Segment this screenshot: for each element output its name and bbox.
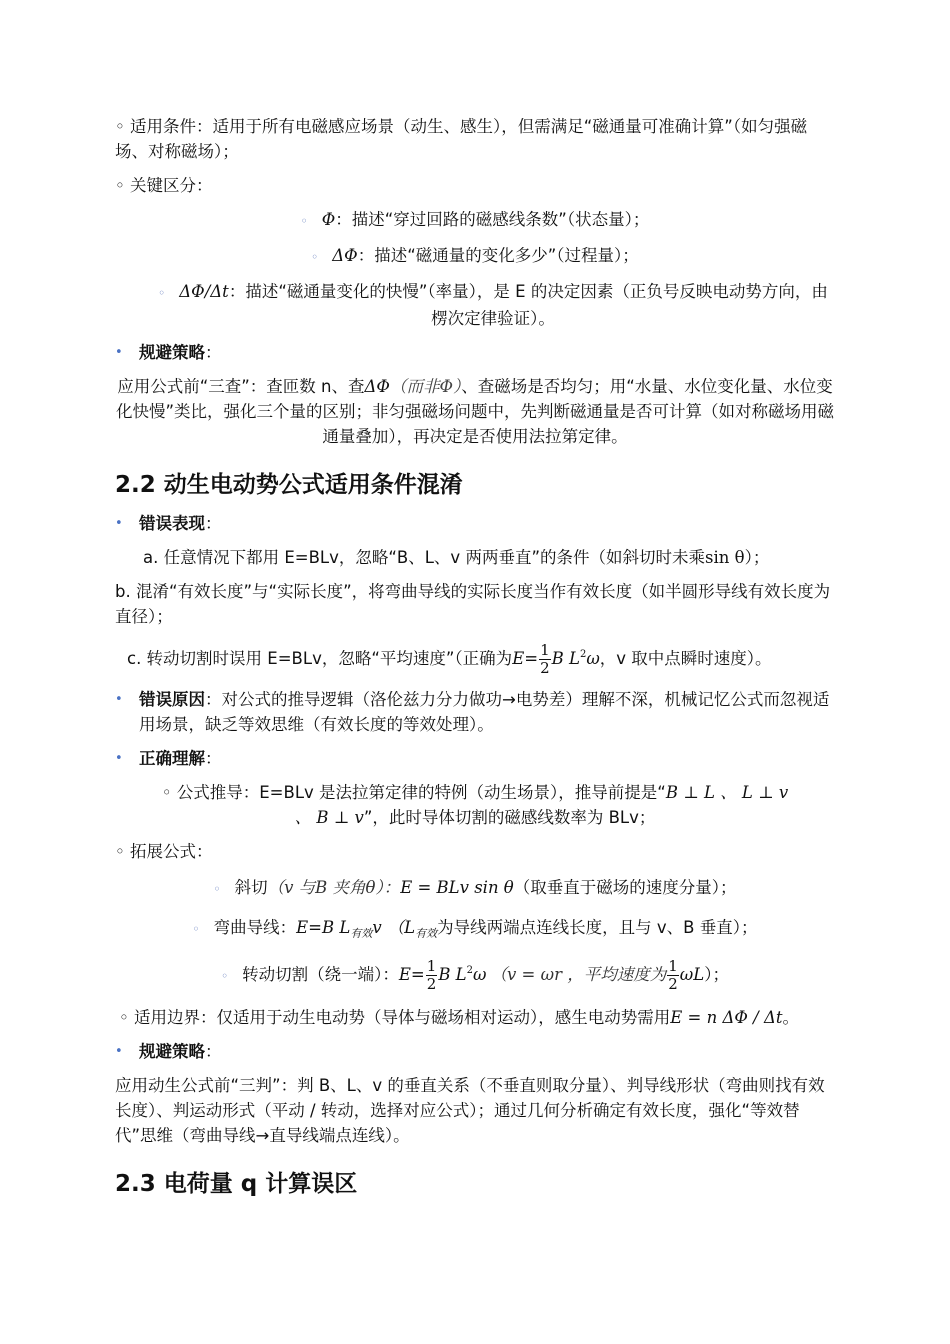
- extension-label: ◦ 拓展公式：: [115, 842, 213, 861]
- sin-theta: sin θ: [705, 548, 745, 567]
- bend-end: 为导线两端点连线长度，且与 v、B 垂直）；: [437, 918, 758, 937]
- cause-text: ：对公式的推导逻辑（洛伦兹力分力做功→电势差）理解不深，机械记忆公式而忽视适用场景，缺乏等效思维（有效长度的等效处理）。: [139, 690, 830, 734]
- rate-symbol: ΔΦ/Δt: [179, 282, 229, 301]
- error-item-c: [115, 642, 835, 677]
- colon: ：: [205, 749, 222, 768]
- frac-num: 1: [668, 957, 678, 975]
- error-c-end: ，v 取中点瞬时速度）。: [599, 649, 772, 668]
- error-cause: [115, 687, 835, 737]
- derivation-text-b: ”，此时导体切割的磁感线数率为 BLv；: [363, 808, 656, 827]
- avoid-strategy-2-label: [115, 1039, 835, 1064]
- avoid-text-b: 、查磁场是否均匀；用“水量、水位变化量、水位变化快慢”类比，强化三个量的区别；非匀强磁场问题中，先判断磁通量是否可计算（如对称磁场用磁通量叠加），再决定是否使用法拉第定律。: [115, 377, 835, 446]
- avoid-strategy-1-label: [115, 340, 835, 365]
- derivation-text-a: ◦ 公式推导：E=BLv 是法拉第定律的特例（动生场景），推导前提是“: [161, 783, 666, 802]
- applicable-boundary: [115, 1005, 835, 1030]
- applicable-condition: [115, 114, 835, 164]
- bend-v: v: [372, 918, 382, 937]
- bullet-dot: •: [115, 1044, 123, 1059]
- slant-cut-item: [115, 875, 835, 902]
- ring-bullet: ◦: [158, 286, 166, 300]
- bullet-dot: •: [115, 516, 123, 531]
- bend-sub2: 有效: [415, 927, 438, 940]
- error-a-end: ）；: [744, 548, 770, 567]
- bent-wire-item: [115, 915, 835, 946]
- rate-text: ：描述“磁通量变化的快慢”（率量），是 E 的决定因素（正负号反映电动势方向，由楞次定律验证）。: [228, 282, 828, 328]
- avoid-label: 规避策略: [139, 1042, 205, 1061]
- phi-text: ：描述“穿过回路的磁感线条数”（状态量）；: [335, 210, 650, 229]
- ring-bullet: ◦: [192, 922, 200, 936]
- condition-label: ◦ 适用条件: [115, 117, 196, 136]
- error-a-text: a. 任意情况下都用 E=BLv，忽略“B、L、v 两两垂直”的条件（如斜切时未乘: [143, 548, 705, 567]
- delta-phi-item: [115, 243, 835, 270]
- ring-bullet: ◦: [311, 250, 319, 264]
- bend-paren: （L: [387, 918, 416, 937]
- phi-symbol: Φ: [321, 210, 336, 229]
- rotation-eq: E=: [398, 965, 425, 984]
- ring-bullet: ◦: [213, 882, 221, 896]
- c-square: 2: [579, 649, 587, 660]
- ring-bullet: ◦: [221, 969, 229, 983]
- rotation-bl: B L: [438, 965, 467, 984]
- colon: ：: [205, 1042, 222, 1061]
- fraction-half: [426, 958, 438, 993]
- bend-eq: E=B L: [296, 918, 351, 937]
- derivation-item: [115, 780, 835, 830]
- error-manifestation-label: [115, 511, 835, 536]
- section-2-2-title: 2.2 动生电动势公式适用条件混淆: [115, 472, 463, 498]
- fraction-half: [667, 958, 679, 993]
- delta-phi-symbol: ΔΦ: [332, 246, 358, 265]
- right-label: 正确理解: [139, 749, 205, 768]
- c-bl: B L: [551, 649, 580, 668]
- bullet-dot: •: [115, 692, 123, 707]
- avoid-label: 规避策略: [139, 343, 205, 362]
- cause-label: 错误原因: [139, 690, 205, 709]
- avoid-not-phi: （而非Φ）: [389, 377, 462, 396]
- document-page: [115, 112, 835, 1200]
- boundary-end: 。: [782, 1008, 800, 1027]
- colon: ：: [205, 343, 222, 362]
- section-2-3-title: 2.3 电荷量 q 计算误区: [115, 1171, 358, 1197]
- slant-paren: （v 与B 夹角θ）：: [267, 878, 401, 897]
- perpendicular-conditions: B ⊥ L 、 L ⊥ v 、 B ⊥ v: [294, 783, 789, 827]
- rotation-paren: （v = ωr ，平均速度为: [490, 965, 667, 984]
- rotation-omega: ω: [473, 965, 487, 984]
- error-label: 错误表现: [139, 514, 205, 533]
- key-distinction-label: ◦ 关键区分：: [115, 176, 213, 195]
- colon: ：: [205, 514, 222, 533]
- slant-equation: E = BLv sin θ: [400, 878, 514, 897]
- rotation-wl: ωL: [679, 965, 705, 984]
- avoid-strategy-1-text: [115, 374, 835, 449]
- rotation-square: 2: [466, 965, 474, 976]
- condition-text: ：适用于所有电磁感应场景（动生、感生），但需满足“磁通量可准确计算”（如匀强磁场、对称磁场）；: [115, 117, 808, 161]
- frac-den: 2: [426, 975, 437, 993]
- ring-bullet: ◦: [300, 214, 308, 228]
- delta-phi-text: ：描述“磁通量的变化多少”（过程量）；: [357, 246, 639, 265]
- frac-num: 1: [540, 641, 550, 659]
- error-item-a: [115, 545, 835, 570]
- c-eq: E=: [512, 649, 539, 668]
- fraction-half: [539, 642, 551, 677]
- rotation-label: 转动切割（绕一端）：: [242, 965, 399, 984]
- frac-den: 2: [668, 975, 678, 993]
- bend-sub: 有效: [350, 927, 373, 940]
- avoid-text-a: 应用公式前“三查”：查匝数 n、查: [117, 377, 365, 396]
- boundary-text: ◦ 适用边界：仅适用于动生电动势（导体与磁场相对运动），感生电动势需用: [119, 1008, 671, 1027]
- induced-emf-formula: E = n ΔΦ / Δt: [670, 1008, 783, 1027]
- bullet-dot: •: [115, 345, 123, 360]
- rate-item: [115, 279, 835, 331]
- correct-understanding-label: [115, 746, 835, 771]
- avoid-strategy-2-text: 应用动生公式前“三判”：判 B、L、v 的垂直关系（不垂直则取分量）、判导线形状（弯曲则找有效长度）、判运动形式（平动 / 转动，选择对应公式）；通过几何分析确定有效长度，强化“等效替代”思维（弯曲导线→直导线端点连线）。: [115, 1076, 825, 1145]
- avoid-delta-phi: ΔΦ: [364, 377, 390, 396]
- bend-label: 弯曲导线：: [213, 918, 297, 937]
- rotation-cut-item: [115, 958, 835, 993]
- error-item-b: b. 混淆“有效长度”与“实际长度”，将弯曲导线的实际长度当作有效长度（如半圆形导线有效长度为直径）；: [115, 582, 831, 626]
- frac-den: 2: [540, 659, 550, 677]
- phi-item: [115, 207, 835, 234]
- c-omega: ω: [586, 649, 600, 668]
- error-c-text: c. 转动切割时误用 E=BLv，忽略“平均速度”（正确为: [127, 649, 513, 668]
- bullet-dot: •: [115, 751, 123, 766]
- frac-num: 1: [426, 957, 437, 975]
- rotation-end: ）；: [704, 965, 729, 984]
- slant-end: （取垂直于磁场的速度分量）；: [513, 878, 737, 897]
- slant-label: 斜切: [234, 878, 268, 897]
